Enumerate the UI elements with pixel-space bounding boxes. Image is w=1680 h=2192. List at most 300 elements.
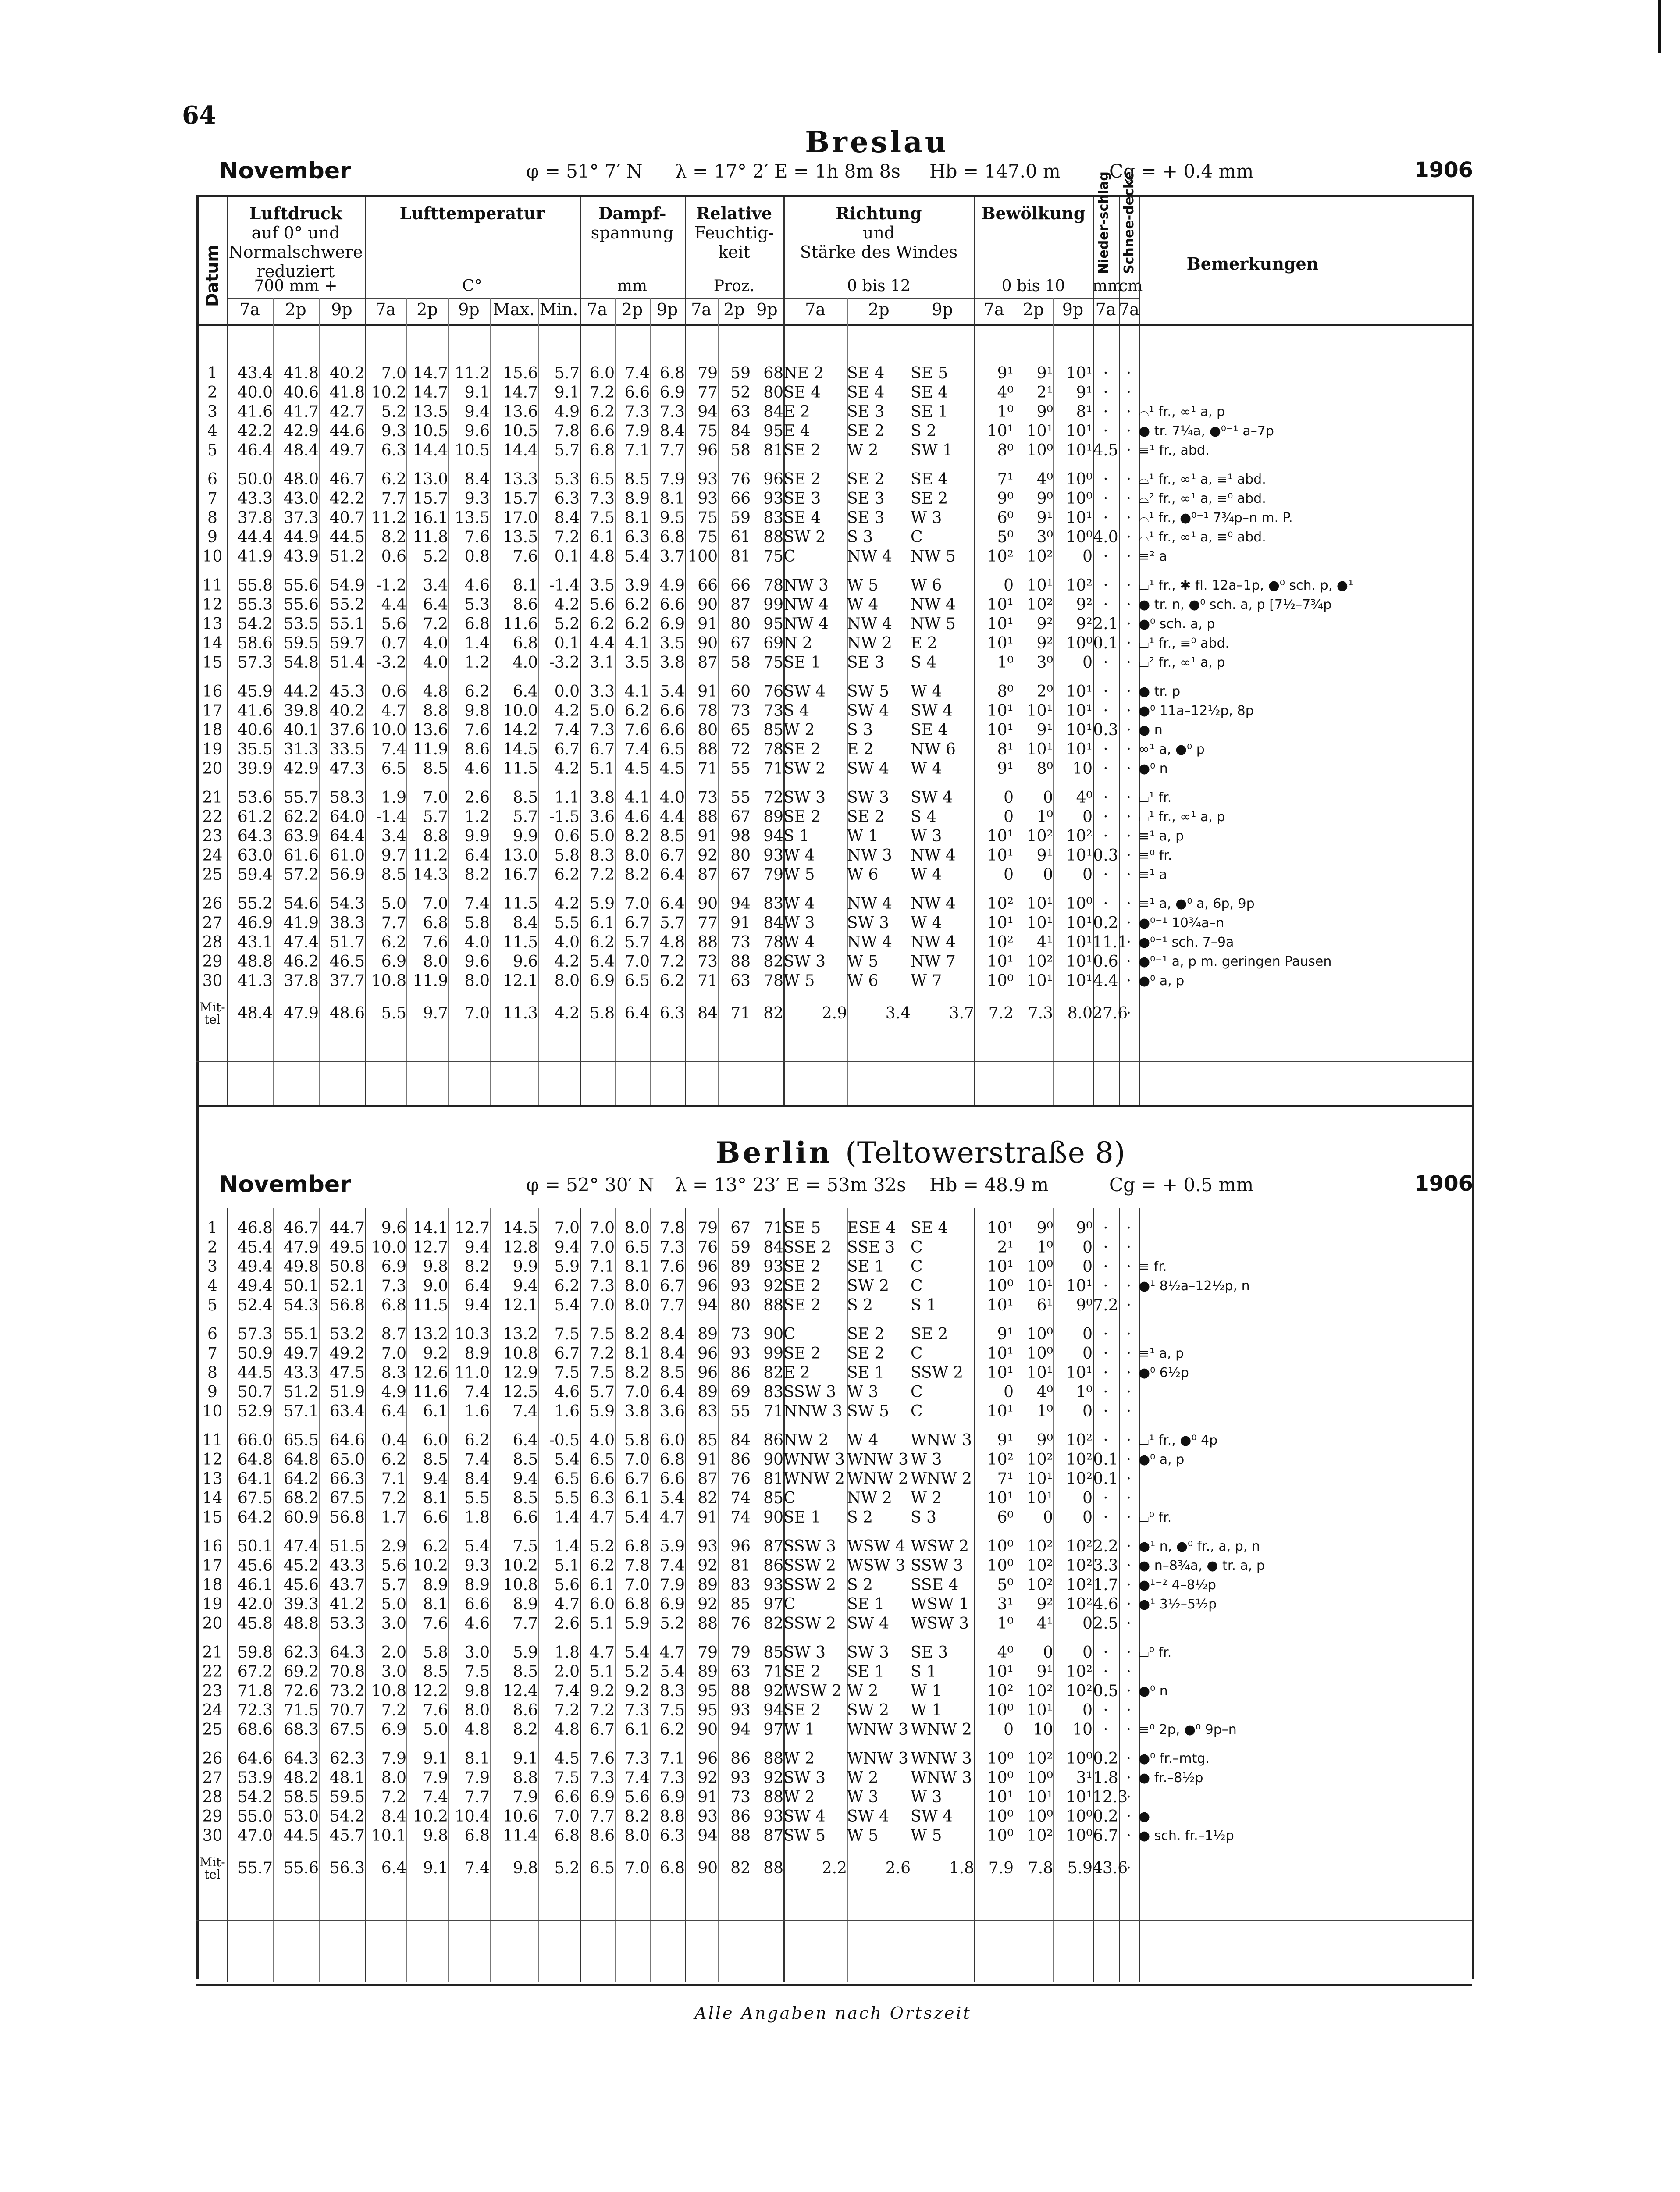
data-cell: 10⁰	[1026, 1258, 1053, 1276]
data-cell: 97	[763, 1595, 783, 1613]
breslau-data-table	[198, 364, 1367, 1027]
data-cell: 4.2	[554, 895, 580, 913]
data-cell: 62.3	[329, 1750, 365, 1768]
data-cell: 8⁰	[1036, 760, 1053, 778]
data-cell: 9.4	[464, 1238, 490, 1256]
data-cell: 68.6	[237, 1721, 273, 1739]
data-cell: 8.2	[513, 1721, 538, 1739]
data-cell: 3.3	[1093, 1557, 1118, 1575]
data-cell: 79	[698, 1644, 718, 1662]
data-cell: 1.2	[464, 654, 490, 672]
data-cell: 10¹	[987, 615, 1014, 633]
data-cell: 46.9	[237, 914, 273, 932]
data-cell: 10²	[1066, 1576, 1093, 1594]
table-row	[198, 808, 1367, 827]
data-cell: ·	[1126, 1682, 1132, 1700]
data-cell: 7.2	[381, 1788, 406, 1806]
data-cell: 44.4	[237, 528, 273, 546]
data-cell: 82	[730, 1859, 751, 1877]
data-cell: 0	[1082, 1258, 1093, 1276]
table-row	[198, 1749, 1367, 1769]
date-cell: 30	[202, 972, 223, 990]
data-cell: 10¹	[987, 1402, 1014, 1420]
data-cell: 94	[698, 1827, 718, 1845]
data-cell: 0.6	[554, 827, 580, 845]
data-cell: 67.2	[237, 1663, 273, 1681]
data-cell: 87	[698, 654, 718, 672]
remark-cell	[1139, 383, 1367, 402]
data-cell: 5.0	[381, 1595, 406, 1613]
data-cell: ·	[1103, 1277, 1108, 1295]
table-row	[198, 1431, 1367, 1450]
data-cell: 8.1	[624, 509, 650, 527]
table-row	[198, 933, 1367, 952]
data-cell: 72.6	[283, 1682, 319, 1700]
data-cell: SW 5	[783, 1827, 826, 1845]
data-cell: 68	[763, 364, 783, 382]
data-cell: 56.8	[329, 1296, 365, 1314]
column-label-t7: 7a	[1095, 300, 1116, 319]
remark-cell	[1139, 1000, 1367, 1027]
column-label-t9: 9p	[1062, 300, 1084, 319]
data-cell: 10⁰	[987, 1769, 1014, 1787]
data-cell: ·	[1126, 1509, 1132, 1527]
table-row	[198, 1788, 1367, 1807]
table-row	[198, 1662, 1367, 1682]
data-cell: 4.2	[554, 596, 580, 614]
data-cell: 44.6	[329, 422, 365, 440]
data-cell: 5.7	[624, 933, 650, 951]
data-cell: 7.0	[423, 895, 448, 913]
data-cell: ·	[1126, 403, 1132, 421]
data-cell: 10²	[1026, 1750, 1053, 1768]
remark-cell: ⌴⁰ fr.	[1139, 1510, 1172, 1525]
data-cell: 5.9	[513, 1644, 538, 1662]
data-cell: 64.6	[329, 1431, 365, 1449]
data-cell: 14.3	[413, 866, 448, 884]
data-cell: 3.5	[659, 634, 685, 652]
data-cell: 10²	[1026, 827, 1053, 845]
data-cell: 5.6	[381, 1557, 406, 1575]
data-cell: 5.9	[1067, 1859, 1093, 1877]
data-cell: 9⁰	[997, 490, 1014, 508]
data-cell: 7.0	[554, 1219, 580, 1237]
data-cell: 55.1	[283, 1325, 319, 1343]
data-cell: 89	[698, 1383, 718, 1401]
data-cell: 7.4	[624, 364, 650, 382]
data-cell: 84	[730, 422, 751, 440]
remark-cell: ●⁰⁻¹ sch. 7–9a	[1139, 935, 1234, 950]
data-cell: ·	[1126, 596, 1132, 614]
data-cell: 8.5	[423, 1663, 448, 1681]
data-cell: 10²	[987, 933, 1014, 951]
data-cell: 81	[763, 441, 783, 459]
data-cell: E 4	[783, 422, 810, 440]
data-cell: 6.3	[659, 1004, 685, 1022]
data-cell: 4.7	[381, 702, 406, 720]
data-cell: ·	[1126, 1576, 1132, 1594]
data-cell: 10¹	[1026, 1364, 1053, 1382]
data-cell: 10¹	[1066, 702, 1093, 720]
data-cell: ·	[1126, 972, 1132, 990]
latitude: φ = 51° 7′ N	[526, 160, 643, 182]
data-cell: 5.7	[659, 914, 685, 932]
remark-cell	[1139, 1238, 1367, 1257]
data-cell: 0.1	[1093, 634, 1118, 652]
data-cell: 92	[698, 847, 718, 865]
data-cell: 8.5	[513, 1663, 538, 1681]
data-cell: 10²	[1066, 1595, 1093, 1613]
data-cell: 10¹	[1026, 1277, 1053, 1295]
data-cell: 7.4	[423, 1788, 448, 1806]
data-cell: 88	[698, 808, 718, 826]
data-cell: 8.1	[423, 1489, 448, 1507]
data-cell: 6.2	[659, 972, 685, 990]
data-cell: ·	[1126, 1325, 1132, 1343]
data-cell: ·	[1126, 1769, 1132, 1787]
data-cell: 64.0	[329, 808, 365, 826]
data-cell: 59	[730, 509, 751, 527]
data-cell: ·	[1126, 634, 1132, 652]
data-cell: 40.2	[329, 364, 365, 382]
data-cell: 47.4	[283, 1537, 319, 1555]
data-cell: 88	[763, 1296, 783, 1314]
data-cell: 7.5	[464, 1663, 490, 1681]
data-cell: 7.6	[464, 721, 490, 739]
data-cell: 78	[763, 972, 783, 990]
data-cell: 10¹	[1026, 422, 1053, 440]
remark-cell: ≡ fr.	[1139, 1259, 1167, 1274]
data-cell: 5.0	[589, 702, 615, 720]
data-cell: 10.6	[502, 1808, 538, 1825]
data-cell: 3.5	[624, 654, 650, 672]
data-cell: 9.1	[513, 1750, 538, 1768]
data-cell: ESE 4	[847, 1219, 896, 1237]
data-cell: 7.2	[423, 615, 448, 633]
data-cell: 64.3	[329, 1644, 365, 1662]
table-row	[198, 1363, 1367, 1383]
data-cell: 7.0	[554, 1808, 580, 1825]
data-cell: 40.1	[283, 721, 319, 739]
gravity-correction: Cg = + 0.5 mm	[1109, 1174, 1254, 1196]
data-cell: 45.2	[283, 1557, 319, 1575]
date-cell: 19	[202, 1595, 223, 1613]
remark-cell: ⌴² fr., ∞¹ a, p	[1139, 655, 1225, 670]
data-cell: 4.0	[554, 933, 580, 951]
data-cell: 1.8	[949, 1859, 974, 1877]
data-cell: 55	[730, 789, 751, 807]
data-cell: 45.9	[237, 683, 273, 701]
data-cell: S 2	[847, 1296, 873, 1314]
data-cell: 6.2	[624, 615, 650, 633]
data-cell: 49.4	[237, 1277, 273, 1295]
data-cell: 73	[730, 933, 751, 951]
data-cell: 6.4	[659, 866, 685, 884]
data-cell: 3.6	[659, 1402, 685, 1420]
data-cell: 41.8	[283, 364, 319, 382]
data-cell: 82	[763, 953, 783, 971]
data-cell: 7.2	[589, 1701, 615, 1719]
data-cell: 76	[730, 1615, 751, 1633]
data-cell: 8.6	[513, 1701, 538, 1719]
table-row	[198, 1344, 1367, 1363]
data-cell: 67.5	[237, 1489, 273, 1507]
data-cell: 96	[698, 1258, 718, 1276]
data-cell: ·	[1103, 760, 1108, 778]
data-cell: ·	[1126, 1364, 1132, 1382]
data-cell: 0	[1082, 1238, 1093, 1256]
data-cell: ·	[1126, 490, 1132, 508]
longitude: λ = 17° 2′ E = 1h 8m 8s	[675, 160, 901, 182]
data-cell: 5.4	[624, 548, 650, 566]
data-cell: 4.9	[381, 1383, 406, 1401]
data-cell: S 4	[911, 808, 937, 826]
data-cell: 9.4	[464, 1296, 490, 1314]
data-cell: 6.5	[624, 1238, 650, 1256]
data-cell: 82	[763, 1364, 783, 1382]
data-cell: 10¹	[987, 827, 1014, 845]
table-row	[198, 547, 1367, 566]
data-cell: 10²	[1026, 596, 1053, 614]
data-cell: 7.3	[624, 403, 650, 421]
data-cell: ·	[1126, 1721, 1132, 1739]
data-cell: SE 4	[783, 509, 821, 527]
data-cell: 46.1	[237, 1576, 273, 1594]
data-cell: 65.5	[283, 1431, 319, 1449]
data-cell: 77	[698, 914, 718, 932]
remark-cell: ●⁰⁻¹ a, p m. geringen Pausen	[1139, 954, 1332, 969]
data-cell: 92	[763, 1769, 783, 1787]
wind-title-line: Richtung	[836, 203, 922, 223]
data-cell: 9.7	[381, 847, 406, 865]
data-cell: 55.8	[237, 576, 273, 594]
data-cell: 3.8	[589, 789, 615, 807]
data-cell: 9.8	[513, 1859, 538, 1877]
data-cell: C	[911, 1258, 923, 1276]
data-cell: 5.8	[589, 1004, 615, 1022]
data-cell: S 1	[783, 827, 810, 845]
data-cell: 49.5	[329, 1238, 365, 1256]
data-cell: 49.7	[283, 1345, 319, 1363]
data-cell: 48.8	[237, 953, 273, 971]
data-cell: SE 3	[847, 403, 885, 421]
data-cell: 8.5	[624, 470, 650, 488]
data-cell: 10²	[1026, 1451, 1053, 1469]
data-cell: 6.4	[423, 596, 448, 614]
data-cell: 6.4	[381, 1859, 406, 1877]
data-cell: 10²	[1066, 1451, 1093, 1469]
data-cell: ·	[1126, 1004, 1132, 1022]
row-spacer	[198, 885, 1367, 894]
data-cell: ·	[1126, 615, 1132, 633]
lufttemp-title-line: Lufttemperatur	[399, 203, 545, 223]
data-cell: SE 4	[847, 384, 885, 402]
data-cell: 39.9	[237, 760, 273, 778]
data-cell: 11.2	[413, 847, 448, 865]
date-cell: Mit-tel	[199, 1855, 225, 1882]
data-cell: 64.8	[237, 1451, 273, 1469]
data-cell: 79	[698, 1219, 718, 1237]
data-cell: 10¹	[1066, 364, 1093, 382]
data-cell: 8.5	[659, 827, 685, 845]
data-cell: -1.4	[376, 808, 406, 826]
data-cell: 39.8	[283, 702, 319, 720]
data-cell: 6.6	[624, 384, 650, 402]
remark-cell: ●⁰ a, p	[1139, 1452, 1185, 1467]
data-cell: ·	[1126, 1537, 1132, 1555]
data-cell: 55.2	[329, 596, 365, 614]
data-cell: 7.6	[624, 721, 650, 739]
data-cell: 94	[730, 1721, 751, 1739]
data-cell: 93	[698, 470, 718, 488]
data-cell: SSW 2	[911, 1364, 964, 1382]
data-cell: 8.0	[1067, 1004, 1093, 1022]
data-cell: 43.7	[329, 1576, 365, 1594]
data-cell: ·	[1103, 509, 1108, 527]
data-cell: 3.0	[464, 1644, 490, 1662]
data-cell: 7.4	[464, 1451, 490, 1469]
data-cell: 55.3	[237, 596, 273, 614]
year-label: 1906	[1414, 158, 1473, 182]
scan-edge-mark	[1658, 0, 1661, 53]
luftdruck-unit: 700 mm +	[254, 277, 338, 295]
data-cell: 9¹	[1036, 509, 1053, 527]
data-cell: S 3	[847, 721, 873, 739]
data-cell: 4.6	[554, 1383, 580, 1401]
data-cell: C	[911, 1402, 923, 1420]
data-cell: 68.2	[283, 1489, 319, 1507]
data-cell: SW 4	[911, 702, 953, 720]
data-cell: 9²	[1036, 634, 1053, 652]
data-cell: 41.2	[329, 1595, 365, 1613]
data-cell: 8.1	[513, 576, 538, 594]
data-cell: ·	[1126, 1595, 1132, 1613]
data-cell: 9.8	[464, 702, 490, 720]
data-cell: 6.4	[659, 895, 685, 913]
data-cell: 5.4	[464, 1537, 490, 1555]
data-cell: 7.4	[381, 740, 406, 758]
data-cell: SSW 3	[783, 1383, 836, 1401]
data-cell: SE 2	[847, 808, 885, 826]
luftdruck-title-line: Normalschwere	[228, 242, 363, 262]
data-cell: 8¹	[997, 740, 1014, 758]
data-cell: 15.7	[502, 490, 538, 508]
data-cell: 8.9	[464, 1345, 490, 1363]
data-cell: ·	[1103, 1219, 1108, 1237]
data-cell: 9.6	[381, 1219, 406, 1237]
data-cell: 69	[763, 634, 783, 652]
table-row	[198, 653, 1367, 673]
data-cell: 4.4	[1093, 972, 1118, 990]
data-cell: 14.1	[413, 1219, 448, 1237]
data-cell: 6.2	[423, 1537, 448, 1555]
data-cell: 10¹	[1026, 914, 1053, 932]
data-cell: 61.2	[237, 808, 273, 826]
data-cell: 7.1	[381, 1470, 406, 1488]
data-cell: 3.1	[589, 654, 615, 672]
date-cell: 20	[202, 760, 223, 778]
data-cell: 6.6	[659, 596, 685, 614]
data-cell: 54.3	[283, 1296, 319, 1314]
data-cell: 97	[763, 1721, 783, 1739]
data-cell: SE 4	[847, 364, 885, 382]
data-cell: 5.4	[554, 1296, 580, 1314]
data-cell: SSW 2	[783, 1576, 836, 1594]
data-cell: 94	[730, 895, 751, 913]
data-cell: 88	[730, 953, 751, 971]
data-cell: 7.0	[381, 364, 406, 382]
table-row	[198, 1556, 1367, 1576]
data-cell: 46.2	[283, 953, 319, 971]
data-cell: 12.6	[413, 1364, 448, 1382]
date-cell: 16	[202, 1537, 223, 1555]
data-cell: 53.5	[283, 615, 319, 633]
data-cell: 3.0	[381, 1615, 406, 1633]
data-cell: 3¹	[997, 1595, 1014, 1613]
data-cell: 6.0	[589, 1595, 615, 1613]
data-cell: 10¹	[987, 1788, 1014, 1806]
table-row	[198, 1450, 1367, 1470]
data-cell: S 3	[911, 1509, 937, 1527]
wind-title	[783, 204, 974, 262]
data-cell: 50.9	[237, 1345, 273, 1363]
data-cell: 8.6	[464, 740, 490, 758]
data-cell: 5⁰	[997, 528, 1014, 546]
data-cell: NW 2	[847, 1489, 892, 1507]
data-cell: 9.4	[464, 403, 490, 421]
date-cell: 27	[202, 914, 223, 932]
data-cell: 9.4	[554, 1238, 580, 1256]
data-cell: 7.2	[988, 1004, 1014, 1022]
data-cell: 80	[698, 721, 718, 739]
data-cell: 57.3	[237, 654, 273, 672]
data-cell: 35.5	[237, 740, 273, 758]
niederschlag-title: Nieder-schlag	[1096, 171, 1111, 274]
table-row	[198, 509, 1367, 528]
data-cell: -1.4	[549, 576, 580, 594]
data-cell: ·	[1103, 1258, 1108, 1276]
data-cell: ·	[1126, 1615, 1132, 1633]
data-cell: 7¹	[997, 470, 1014, 488]
table-row	[198, 865, 1367, 885]
date-cell: 6	[207, 470, 217, 488]
data-cell: 2.1	[1093, 615, 1118, 633]
data-cell: 6.9	[659, 384, 685, 402]
data-cell: SW 5	[847, 683, 890, 701]
data-cell: 10²	[1026, 1576, 1053, 1594]
data-cell: W 6	[847, 866, 879, 884]
data-cell: 3.7	[949, 1004, 974, 1022]
data-cell: WSW 2	[783, 1682, 842, 1700]
data-cell: NW 5	[911, 548, 956, 566]
data-cell: 6.9	[659, 1595, 685, 1613]
data-cell: 87	[730, 596, 751, 614]
data-cell: 10²	[1066, 1431, 1093, 1449]
data-cell: 85	[730, 1595, 751, 1613]
data-cell: 93	[763, 1576, 783, 1594]
data-cell: 10¹	[1026, 702, 1053, 720]
data-cell: 10¹	[1066, 1277, 1093, 1295]
data-cell: S 4	[783, 702, 810, 720]
data-cell: 8.4	[659, 422, 685, 440]
data-cell: 9²	[1076, 615, 1093, 633]
remark-cell: ●¹ n, ●⁰ fr., a, p, n	[1139, 1539, 1260, 1554]
data-cell: W 5	[911, 1827, 942, 1845]
data-cell: 8¹	[1076, 403, 1093, 421]
data-cell: 13.0	[502, 847, 538, 865]
data-cell: 7.8	[659, 1219, 685, 1237]
data-cell: 7.3	[624, 1701, 650, 1719]
